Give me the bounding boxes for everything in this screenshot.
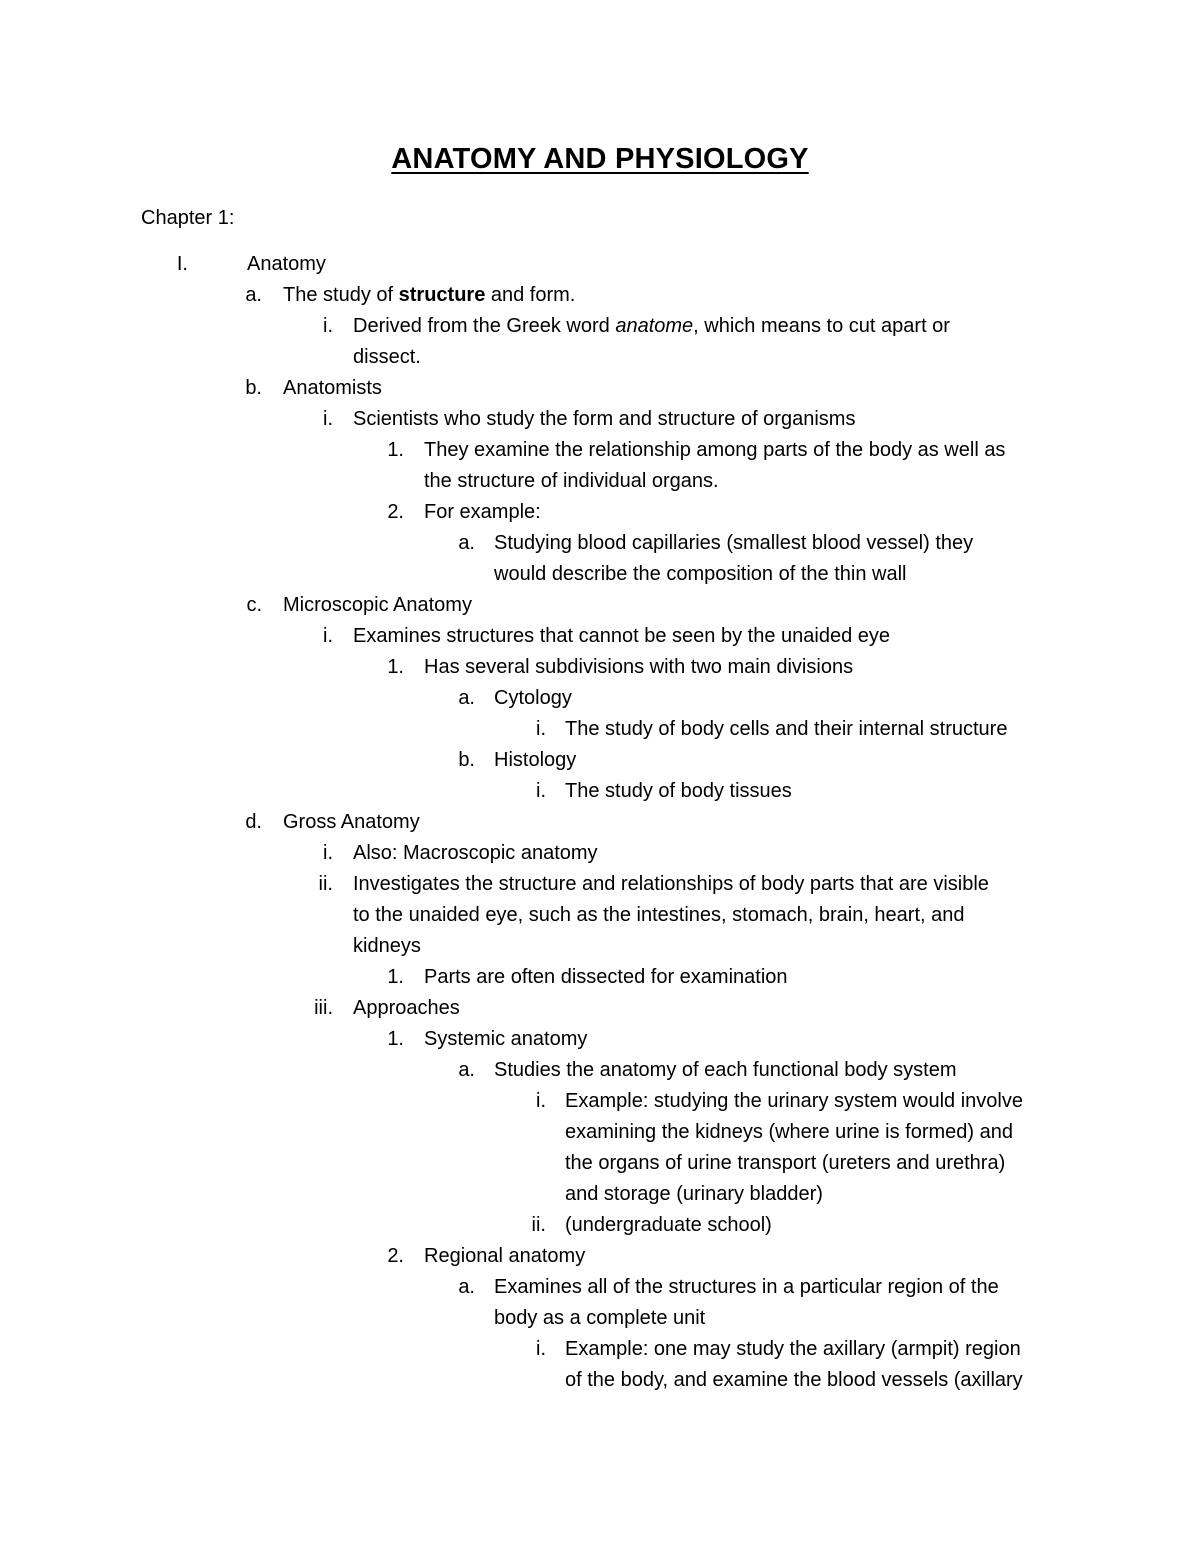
outline-item-continuation	[565, 1148, 1005, 1179]
outline-item-continuation	[353, 900, 965, 931]
outline-marker: 1.	[387, 439, 404, 461]
outline-text: For example:	[424, 501, 541, 523]
outline-marker: i.	[323, 625, 333, 647]
outline-marker: b.	[245, 377, 262, 399]
outline-marker: i.	[536, 718, 546, 740]
outline-item	[424, 1024, 587, 1055]
outline-item	[424, 962, 788, 993]
outline-item	[424, 435, 1005, 466]
outline-text: Studying blood capillaries (smallest blood vessel) they	[494, 532, 974, 554]
outline-text: The study of body cells and their internal structure	[565, 718, 1008, 740]
outline-text: Histology	[494, 749, 577, 771]
outline-text: (undergraduate school)	[565, 1214, 772, 1236]
outline-text: Investigates the structure and relationships of body parts that are visible	[353, 873, 989, 895]
outline-marker: i.	[323, 842, 333, 864]
outline-item	[283, 590, 472, 621]
outline-item	[353, 621, 890, 652]
outline-item	[565, 714, 1007, 745]
outline-marker: c.	[246, 594, 262, 616]
outline-item	[424, 652, 853, 683]
outline-item	[424, 1241, 585, 1272]
outline-text: The study of body tissues	[565, 780, 792, 802]
outline-item	[565, 776, 792, 807]
outline-item	[565, 1210, 772, 1241]
outline-marker: 2.	[387, 501, 404, 523]
outline-marker: ii.	[318, 873, 333, 895]
outline-marker: i.	[536, 780, 546, 802]
outline-text: the structure of individual organs.	[424, 470, 719, 492]
outline-marker: a.	[458, 532, 475, 554]
outline-marker: i.	[323, 315, 333, 337]
outline-marker: a.	[458, 687, 475, 709]
outline-text: , which means to cut apart or	[693, 315, 950, 337]
outline-marker: 1.	[387, 656, 404, 678]
outline-marker: 2.	[387, 1245, 404, 1267]
outline-item	[565, 1086, 1023, 1117]
chapter-heading: Chapter 1:	[141, 207, 235, 229]
outline-text: Anatomy	[247, 253, 326, 275]
outline-marker: b.	[458, 749, 475, 771]
outline-marker: i.	[536, 1338, 546, 1360]
outline-text: of the body, and examine the blood vessels (axillary	[565, 1369, 1023, 1391]
outline-marker: 1.	[387, 966, 404, 988]
outline-marker: d.	[245, 811, 262, 833]
outline-text: The study of	[283, 284, 399, 306]
outline-item-continuation	[494, 1303, 705, 1334]
outline-marker: 1.	[387, 1028, 404, 1050]
outline-item	[353, 311, 950, 342]
outline-text: would describe the composition of the thin wall	[494, 563, 907, 585]
outline-marker: ii.	[531, 1214, 546, 1236]
outline-item	[494, 1055, 957, 1086]
outline-text: Examines all of the structures in a particular region of the	[494, 1276, 999, 1298]
outline-item	[283, 807, 420, 838]
outline-text: Studies the anatomy of each functional body system	[494, 1059, 957, 1081]
outline-text: Has several subdivisions with two main divisions	[424, 656, 854, 678]
outline-item-continuation	[424, 466, 719, 497]
outline-text: Anatomists	[283, 377, 382, 399]
bold-term: structure	[398, 284, 486, 306]
outline-item	[494, 1272, 999, 1303]
outline-text: the organs of urine transport (ureters and urethra)	[565, 1152, 1006, 1174]
outline-item	[353, 993, 460, 1024]
outline-text: They examine the relationship among parts of the body as well as	[424, 439, 1006, 461]
outline-text: examining the kidneys (where urine is formed) and	[565, 1121, 1013, 1143]
outline-item	[353, 869, 989, 900]
italic-term: anatome	[615, 315, 694, 337]
outline-text: Example: one may study the axillary (armpit) region	[565, 1338, 1021, 1360]
outline-item	[494, 528, 973, 559]
outline-item-continuation	[565, 1365, 1023, 1396]
outline-text: Gross Anatomy	[283, 811, 420, 833]
outline-text: Example: studying the urinary system would involve	[565, 1090, 1023, 1112]
outline-marker: i.	[323, 408, 333, 430]
outline-item	[565, 1334, 1021, 1365]
outline-marker: a.	[458, 1276, 475, 1298]
outline-item	[353, 838, 598, 869]
outline-item	[424, 497, 541, 528]
outline-item	[494, 745, 576, 776]
outline-text: Regional anatomy	[424, 1245, 586, 1267]
outline-marker: a.	[245, 284, 262, 306]
outline-marker: i.	[536, 1090, 546, 1112]
outline-text: Also: Macroscopic anatomy	[353, 842, 598, 864]
outline-item	[283, 280, 575, 311]
outline-marker: a.	[458, 1059, 475, 1081]
outline-item-continuation	[565, 1117, 1013, 1148]
outline-text: Examines structures that cannot be seen by the unaided eye	[353, 625, 891, 647]
outline-item-continuation	[353, 931, 421, 962]
outline-item	[353, 404, 855, 435]
outline-item-continuation	[353, 342, 421, 373]
outline-item	[494, 683, 572, 714]
outline-text: body as a complete unit	[494, 1307, 706, 1329]
outline-text: and storage (urinary bladder)	[565, 1183, 823, 1205]
outline-text: Systemic anatomy	[424, 1028, 588, 1050]
outline-text: Derived from the Greek word	[353, 315, 616, 337]
outline-text: Scientists who study the form and structure of organisms	[353, 408, 856, 430]
outline-item	[247, 249, 326, 280]
outline-text: Approaches	[353, 997, 460, 1019]
outline-marker: I.	[176, 253, 188, 275]
outline-text: Microscopic Anatomy	[283, 594, 472, 616]
outline-marker: iii.	[314, 997, 333, 1019]
outline-text: Cytology	[494, 687, 572, 709]
outline-text: and form.	[485, 284, 576, 306]
outline-text: Parts are often dissected for examination	[424, 966, 788, 988]
outline-item-continuation	[565, 1179, 823, 1210]
outline-item-continuation	[494, 559, 906, 590]
outline-text: dissect.	[353, 346, 421, 368]
outline-text: to the unaided eye, such as the intestines, stomach, brain, heart, and	[353, 904, 965, 926]
outline-text: kidneys	[353, 935, 421, 957]
page-title: ANATOMY AND PHYSIOLOGY	[391, 143, 809, 175]
outline-item	[283, 373, 382, 404]
